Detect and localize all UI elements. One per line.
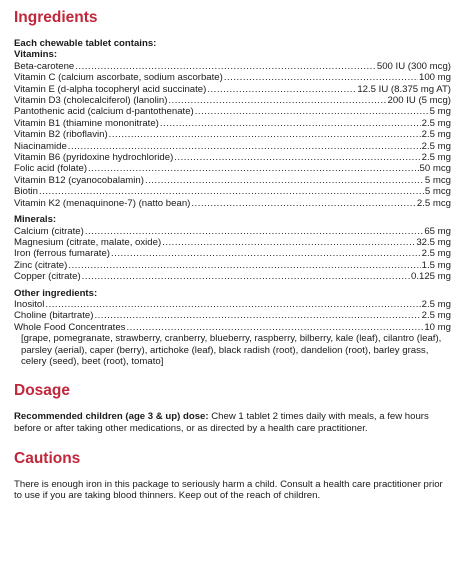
ingredient-amount: 2.5 mg [421, 117, 451, 129]
cautions-heading: Cautions [14, 449, 81, 467]
ingredient-name: Niacinamide [14, 140, 67, 152]
ingredient-amount: 2.5 mg [421, 140, 451, 152]
ingredient-name: Magnesium (citrate, malate, oxide) [14, 236, 162, 248]
ingredient-amount: 2.5 mg [421, 298, 451, 310]
ingredient-row [14, 163, 451, 174]
ingredient-name: Whole Food Concentrates [14, 321, 126, 333]
ingredient-row [14, 118, 451, 129]
ingredients-lead: Each chewable tablet contains: [14, 38, 157, 49]
ingredient-group-title: Vitamins: [14, 49, 58, 61]
ingredient-name: Iron (ferrous fumarate) [14, 248, 110, 260]
dot-leader [75, 61, 376, 72]
ingredient-amount: 0.125 mg [410, 271, 451, 283]
dot-leader [207, 84, 356, 95]
ingredient-amount: 2.5 mg [421, 152, 451, 164]
dosage-section [14, 381, 451, 434]
dosage-instructions: Chew 1 tablet 2 times daily with meals, a few hours before or after taking other medications, or as directed by a health care practitioner. [14, 411, 429, 434]
ingredient-row [14, 61, 451, 72]
ingredient-name: Biotin [14, 186, 38, 198]
ingredient-row [14, 260, 451, 271]
ingredient-groups [14, 49, 451, 367]
ingredient-amount: 2.5 mcg [416, 197, 451, 209]
ingredient-group-title: Minerals: [14, 214, 57, 226]
ingredient-amount: 200 IU (5 mcg) [387, 95, 451, 107]
ingredient-name: Vitamin E (d-alpha tocopheryl acid succinate) [14, 83, 207, 95]
cautions-section [14, 449, 451, 502]
ingredient-amount: 1.5 mg [421, 259, 451, 271]
dot-leader [68, 141, 421, 152]
ingredient-row [14, 237, 451, 248]
ingredient-group-note: [grape, pomegranate, strawberry, cranberry, blueberry, raspberry, bilberry, kale (leaf), cilantro (leaf), parsley (aerial), caper (berry), artichoke (leaf), black radish (root), dandelion (root), barley grass, celery (seed), beet (root), tomato] [21, 333, 442, 367]
dot-leader [111, 248, 421, 259]
ingredient-name: Vitamin C (calcium ascorbate, sodium ascorbate) [14, 72, 223, 84]
dot-leader [94, 310, 420, 321]
dot-leader [160, 118, 421, 129]
ingredient-name: Calcium (citrate) [14, 225, 84, 237]
ingredient-name: Zinc (citrate) [14, 259, 68, 271]
dot-leader [85, 226, 423, 237]
dot-leader [45, 299, 420, 310]
ingredient-row [14, 310, 451, 321]
ingredient-amount: 12.5 IU (8.375 mg AT) [357, 83, 451, 95]
dot-leader [174, 152, 420, 163]
cautions-text: There is enough iron in this package to seriously harm a child. Consult a health care practitioner prior to use if you are taking blood thinners. Keep out of the reach of children. [14, 478, 443, 502]
ingredient-amount: 5 mcg [424, 174, 451, 186]
dot-leader [145, 175, 424, 186]
ingredient-row [14, 175, 451, 186]
ingredient-amount: 32.5 mg [416, 236, 451, 248]
dosage-heading: Dosage [14, 382, 70, 400]
ingredient-name: Copper (citrate) [14, 271, 81, 283]
dot-leader [162, 237, 415, 248]
ingredient-name: Choline (bitartrate) [14, 310, 94, 322]
dosage-label: Recommended children (age 3 & up) dose: [14, 411, 209, 423]
ingredient-row [14, 322, 451, 333]
ingredient-name: Beta-carotene [14, 60, 75, 72]
dot-leader [68, 260, 420, 271]
ingredient-amount: 5 mg [429, 106, 451, 118]
ingredient-name: Folic acid (folate) [14, 163, 88, 175]
ingredients-section [14, 8, 451, 367]
ingredient-row [14, 72, 451, 83]
ingredient-group-title: Other ingredients: [14, 287, 98, 299]
ingredient-row [14, 248, 451, 259]
dosage-text [14, 411, 451, 434]
ingredient-name: Vitamin B1 (thiamine mononitrate) [14, 117, 159, 129]
ingredient-row [14, 95, 451, 106]
ingredient-row [14, 152, 451, 163]
ingredient-amount: 65 mg [424, 225, 451, 237]
ingredient-name: Vitamin D3 (cholecalciferol) (lanolin) [14, 95, 168, 107]
dot-leader [82, 271, 410, 282]
ingredient-amount: 50 mcg [419, 163, 451, 175]
dot-leader [191, 198, 416, 209]
ingredient-row [14, 186, 451, 197]
ingredient-name: Vitamin B6 (pyridoxine hydrochloride) [14, 152, 174, 164]
ingredient-amount: 2.5 mg [421, 129, 451, 141]
ingredients-heading: Ingredients [14, 9, 98, 26]
dot-leader [109, 129, 421, 140]
ingredient-row [14, 198, 451, 209]
ingredient-amount: 500 IU (300 mcg) [376, 60, 451, 72]
ingredient-name: Vitamin B2 (riboflavin) [14, 129, 108, 141]
dot-leader [168, 95, 386, 106]
ingredient-amount: 10 mg [424, 321, 451, 333]
ingredient-row [14, 129, 451, 140]
ingredient-name: Vitamin K2 (menaquinone-7) (natto bean) [14, 197, 191, 209]
ingredient-amount: 100 mg [419, 72, 451, 84]
dot-leader [195, 106, 429, 117]
ingredient-row [14, 226, 451, 237]
ingredient-amount: 2.5 mg [421, 310, 451, 322]
dot-leader [39, 186, 424, 197]
dot-leader [88, 163, 418, 174]
ingredient-amount: 5 mcg [424, 186, 451, 198]
ingredient-row [14, 106, 451, 117]
ingredient-row [14, 141, 451, 152]
ingredient-name: Pantothenic acid (calcium d-pantothenate) [14, 106, 194, 118]
ingredient-row [14, 299, 451, 310]
dot-leader [224, 72, 418, 83]
ingredient-row [14, 271, 451, 282]
dot-leader [126, 322, 423, 333]
ingredient-name: Vitamin B12 (cyanocobalamin) [14, 174, 144, 186]
ingredient-amount: 2.5 mg [421, 248, 451, 260]
ingredient-name: Inositol [14, 298, 45, 310]
ingredient-row [14, 84, 451, 95]
